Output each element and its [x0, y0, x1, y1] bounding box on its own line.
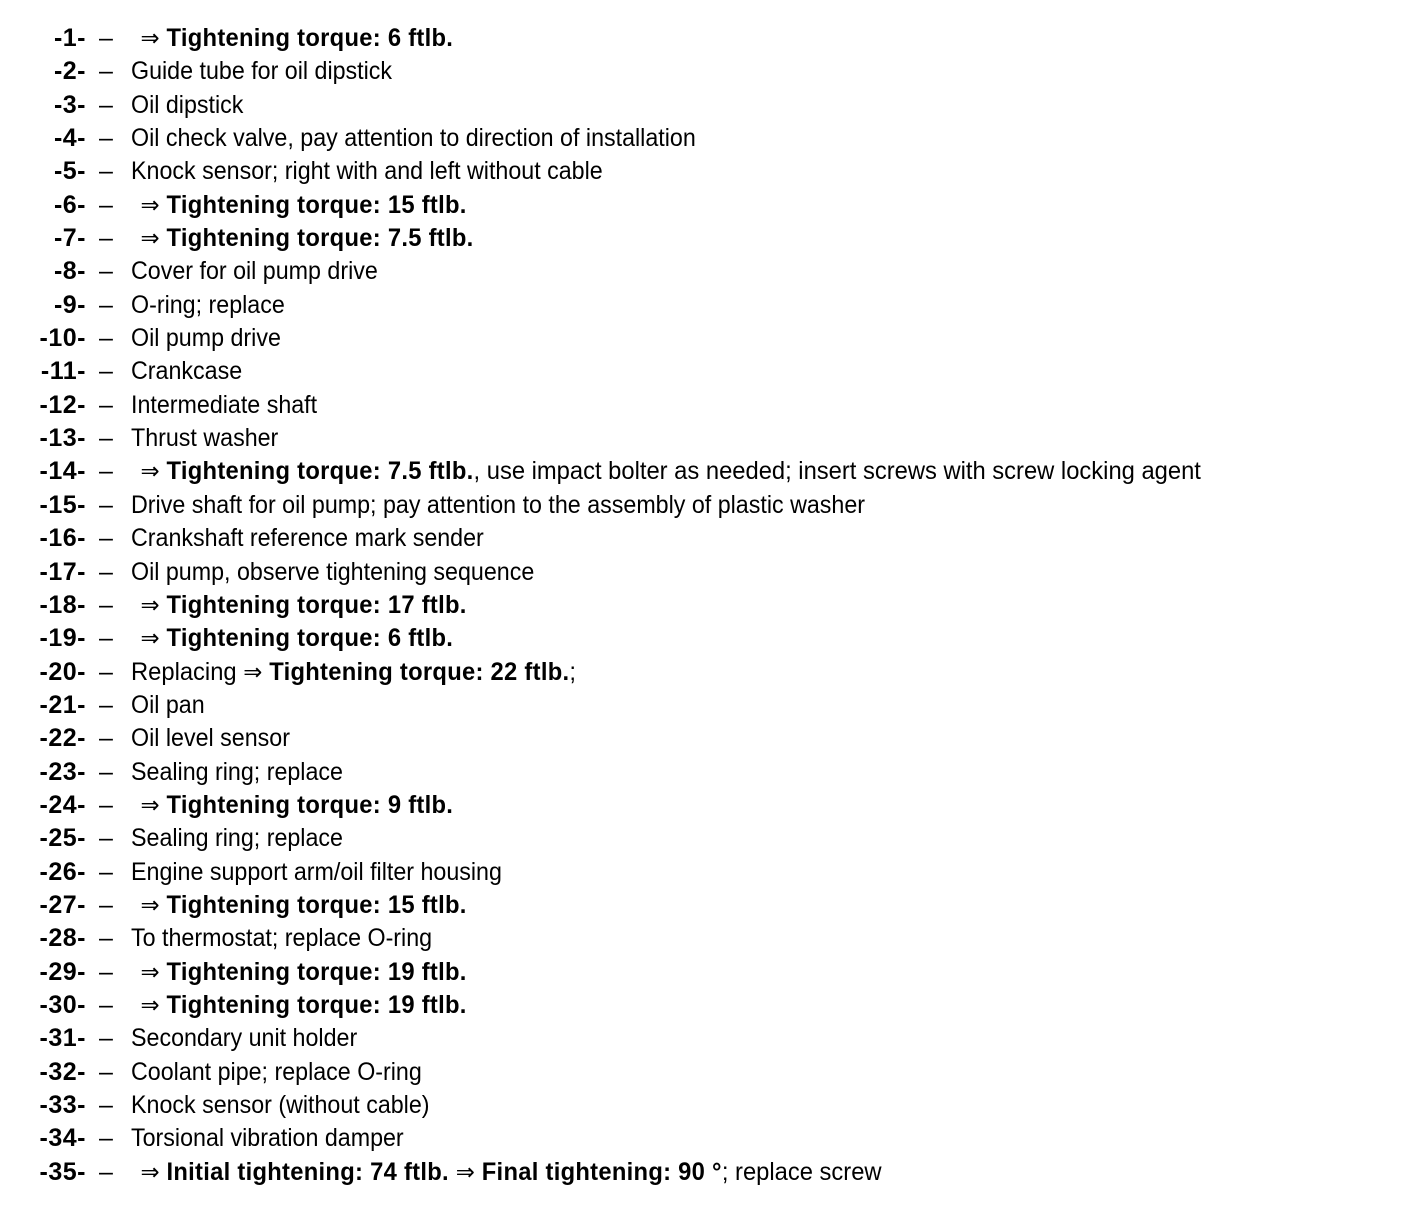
torque-spec: Final tightening: 90 ° [474, 1157, 722, 1186]
arrow-icon: ⇒ [140, 24, 160, 52]
torque-spec: Tightening torque: 6 ftlb. [159, 24, 454, 52]
item-dash: – [99, 490, 113, 519]
legend-item [0, 389, 1408, 422]
item-dash: – [99, 724, 113, 753]
legend-item [0, 922, 1408, 955]
legend-item [0, 422, 1408, 455]
legend-item [0, 1156, 1408, 1189]
legend-item [0, 856, 1408, 889]
description-text: Replacing [131, 657, 244, 686]
item-number: -4- [53, 124, 86, 153]
item-dash: – [99, 90, 113, 119]
item-description [131, 722, 290, 755]
item-number: -34- [39, 1124, 86, 1153]
item-dash: – [99, 124, 113, 153]
legend-item [0, 1022, 1408, 1055]
arrow-icon: ⇒ [140, 457, 160, 486]
legend-item [0, 155, 1408, 188]
description-text: Crankcase [131, 357, 243, 386]
item-number: -15- [39, 490, 86, 519]
torque-spec: Tightening torque: 9 ftlb. [159, 790, 454, 819]
item-description [131, 455, 1201, 488]
legend-item [0, 189, 1408, 222]
description-text: , use impact bolter as needed; insert screws with screw locking agent [473, 457, 1201, 486]
item-description [131, 222, 474, 255]
legend-item [0, 522, 1408, 555]
item-description [131, 822, 343, 855]
item-number: -25- [39, 824, 86, 853]
item-dash: – [99, 257, 113, 286]
item-number: -11- [40, 357, 86, 386]
torque-spec: Tightening torque: 15 ftlb. [159, 190, 467, 219]
description-text: Oil pan [131, 690, 205, 719]
item-description [131, 556, 534, 589]
torque-spec: Tightening torque: 15 ftlb. [159, 890, 467, 919]
item-dash: – [99, 690, 113, 719]
legend-item [0, 889, 1408, 922]
item-number: -14- [39, 457, 86, 486]
item-description [131, 856, 502, 889]
item-number: -8- [53, 257, 86, 286]
torque-spec: Tightening torque: 19 ftlb. [159, 957, 467, 986]
legend-item [0, 589, 1408, 622]
arrow-icon: ⇒ [140, 957, 160, 986]
item-description [131, 1089, 430, 1122]
legend-item [0, 1089, 1408, 1122]
description-text: Guide tube for oil dipstick [131, 57, 393, 86]
description-text: Sealing ring; replace [131, 824, 343, 853]
legend-item [0, 1056, 1408, 1089]
item-number: -22- [39, 724, 86, 753]
description-text: Oil level sensor [131, 724, 290, 753]
item-dash: – [99, 624, 113, 653]
legend-item [0, 355, 1408, 388]
item-description [131, 656, 576, 689]
arrow-icon: ⇒ [140, 790, 160, 819]
arrow-icon: ⇒ [140, 890, 160, 919]
parts-legend-list [0, 22, 1408, 1189]
item-description [131, 489, 865, 522]
description-text: Crankshaft reference mark sender [131, 524, 484, 553]
item-number: -28- [39, 924, 86, 953]
legend-item [0, 622, 1408, 655]
item-number: -33- [39, 1091, 86, 1119]
legend-item [0, 656, 1408, 689]
item-description [131, 355, 242, 388]
item-dash: – [99, 924, 113, 953]
description-text: Coolant pipe; replace O-ring [131, 1057, 422, 1086]
item-number: -1- [53, 24, 86, 52]
item-dash: – [99, 757, 113, 786]
legend-item [0, 722, 1408, 755]
item-description [131, 122, 696, 155]
item-number: -16- [39, 524, 86, 553]
description-text: Drive shaft for oil pump; pay attention to the assembly of plastic washer [131, 490, 866, 519]
item-number: -6- [53, 190, 86, 219]
item-description [131, 422, 278, 455]
legend-item [0, 289, 1408, 322]
item-dash: – [99, 990, 113, 1019]
item-description [131, 1122, 404, 1155]
item-number: -27- [39, 890, 86, 919]
item-description [131, 756, 343, 789]
torque-spec: Tightening torque: 19 ftlb. [159, 990, 467, 1019]
item-dash: – [99, 1024, 113, 1053]
description-text: Secondary unit holder [131, 1024, 358, 1053]
item-description [131, 522, 484, 555]
description-text: Oil dipstick [131, 90, 244, 119]
description-text: Knock sensor; right with and left without cable [131, 157, 603, 186]
legend-item [0, 822, 1408, 855]
torque-spec: Tightening torque: 7.5 ftlb. [159, 224, 474, 253]
legend-item [0, 989, 1408, 1022]
item-number: -26- [39, 857, 86, 886]
item-number: -13- [39, 424, 86, 453]
item-number: -31- [39, 1024, 86, 1053]
legend-item [0, 55, 1408, 88]
item-number: -32- [39, 1057, 86, 1086]
item-number: -7- [53, 224, 86, 253]
torque-spec: Tightening torque: 7.5 ftlb. [159, 457, 474, 486]
item-description [131, 155, 603, 188]
item-dash: – [99, 790, 113, 819]
item-number: -30- [39, 990, 86, 1019]
item-dash: – [99, 24, 113, 52]
item-dash: – [99, 824, 113, 853]
description-text: Sealing ring; replace [131, 757, 343, 786]
description-text: Intermediate shaft [131, 390, 318, 419]
legend-item [0, 489, 1408, 522]
item-dash: – [99, 190, 113, 219]
item-description [131, 189, 467, 222]
item-description [131, 889, 467, 922]
item-number: -9- [53, 290, 86, 319]
description-text: ; [569, 657, 576, 686]
legend-item [0, 789, 1408, 822]
description-text: Oil pump, observe tightening sequence [131, 557, 535, 586]
legend-item [0, 122, 1408, 155]
item-description [131, 1022, 357, 1055]
item-dash: – [99, 57, 113, 86]
item-number: -17- [39, 557, 86, 586]
item-description [131, 322, 281, 355]
item-dash: – [99, 524, 113, 553]
item-description [131, 289, 285, 322]
description-text: Engine support arm/oil filter housing [131, 857, 502, 886]
item-number: -18- [39, 590, 86, 619]
item-number: -2- [53, 57, 86, 86]
legend-item [0, 455, 1408, 488]
item-number: -19- [39, 624, 86, 653]
description-text: Knock sensor (without cable) [131, 1091, 430, 1119]
description-text: Torsional vibration damper [131, 1124, 404, 1153]
description-text: Thrust washer [131, 424, 279, 453]
item-dash: – [99, 324, 113, 353]
item-description [131, 255, 378, 288]
arrow-icon: ⇒ [243, 657, 263, 686]
item-description [131, 55, 392, 88]
item-description [131, 989, 467, 1022]
legend-item [0, 89, 1408, 122]
item-dash: – [99, 957, 113, 986]
item-description [131, 956, 467, 989]
item-number: -35- [39, 1157, 86, 1186]
item-description [131, 789, 453, 822]
arrow-icon: ⇒ [140, 990, 160, 1019]
description-text: To thermostat; replace O-ring [131, 924, 433, 953]
item-number: -29- [39, 957, 86, 986]
item-description [131, 922, 432, 955]
arrow-icon: ⇒ [140, 590, 160, 619]
arrow-icon: ⇒ [140, 624, 160, 653]
item-number: -3- [53, 90, 86, 119]
item-dash: – [99, 1091, 113, 1119]
item-description [131, 1056, 422, 1089]
item-description [131, 89, 243, 122]
item-dash: – [99, 890, 113, 919]
legend-item [0, 255, 1408, 288]
item-dash: – [99, 657, 113, 686]
legend-item [0, 322, 1408, 355]
torque-spec: Tightening torque: 22 ftlb. [262, 657, 570, 686]
legend-item [0, 689, 1408, 722]
legend-item [0, 1122, 1408, 1155]
item-dash: – [99, 157, 113, 186]
item-dash: – [99, 557, 113, 586]
item-dash: – [99, 457, 113, 486]
torque-spec: Tightening torque: 17 ftlb. [159, 590, 467, 619]
item-dash: – [99, 1057, 113, 1086]
description-text: Oil pump drive [131, 324, 281, 353]
item-description [131, 389, 317, 422]
item-dash: – [99, 857, 113, 886]
item-description [131, 1156, 882, 1189]
description-text: ; replace screw [721, 1157, 882, 1186]
torque-spec: Initial tightening: 74 ftlb. [159, 1157, 456, 1186]
item-number: -12- [39, 390, 86, 419]
legend-item [0, 22, 1408, 55]
item-number: -10- [39, 324, 86, 353]
arrow-icon: ⇒ [455, 1157, 475, 1186]
description-text: Cover for oil pump drive [131, 257, 378, 286]
description-text: Oil check valve, pay attention to direction of installation [131, 124, 696, 153]
legend-item [0, 222, 1408, 255]
arrow-icon: ⇒ [140, 1157, 160, 1186]
item-dash: – [99, 590, 113, 619]
item-dash: – [99, 424, 113, 453]
item-description [131, 22, 453, 55]
item-description [131, 689, 205, 722]
item-dash: – [99, 1124, 113, 1153]
item-description [131, 622, 453, 655]
arrow-icon: ⇒ [140, 224, 160, 253]
item-dash: – [99, 1157, 113, 1186]
torque-spec: Tightening torque: 6 ftlb. [159, 624, 454, 653]
item-number: -5- [53, 157, 86, 186]
item-description [131, 589, 467, 622]
item-dash: – [99, 290, 113, 319]
item-number: -24- [39, 790, 86, 819]
item-dash: – [99, 390, 113, 419]
legend-item [0, 956, 1408, 989]
description-text: O-ring; replace [131, 290, 285, 319]
item-dash: – [99, 357, 113, 386]
legend-item [0, 756, 1408, 789]
arrow-icon: ⇒ [140, 190, 160, 219]
legend-item [0, 556, 1408, 589]
item-dash: – [99, 224, 113, 253]
item-number: -21- [39, 690, 86, 719]
item-number: -20- [39, 657, 86, 686]
item-number: -23- [39, 757, 86, 786]
